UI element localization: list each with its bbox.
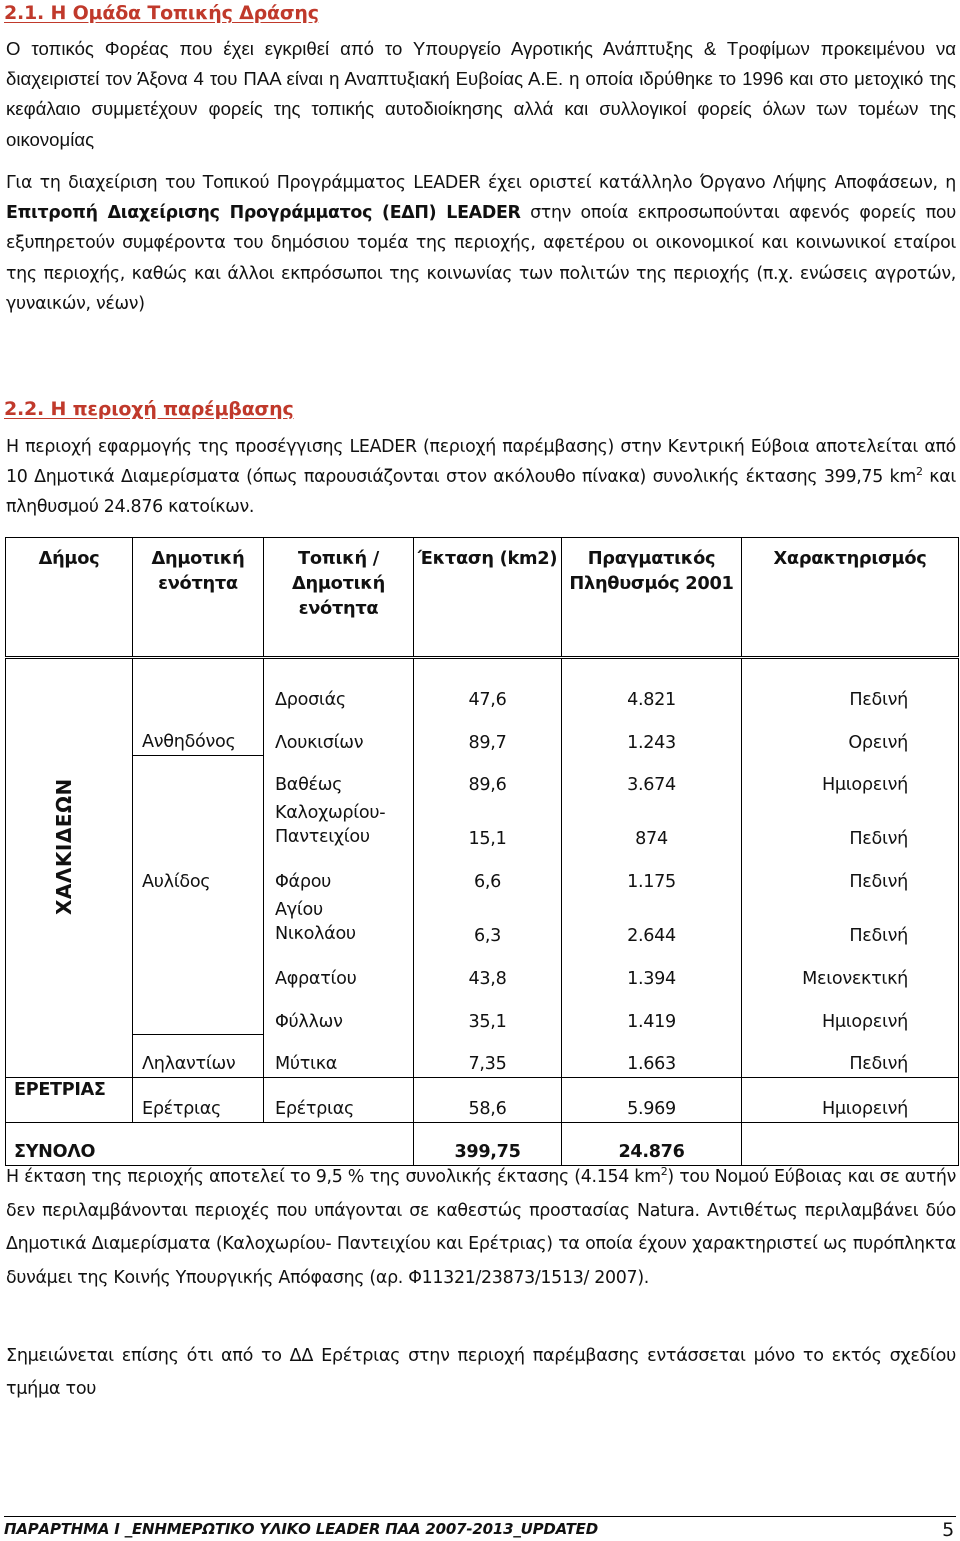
municipal-unit-cell: Ληλαντίων (133, 1035, 264, 1078)
characterization-cell: Ημιορεινή (742, 1078, 959, 1123)
municipal-unit-cell: Αυλίδος (133, 853, 264, 895)
municipality-cell: ΕΡΕΤΡΙΑΣ (6, 1078, 133, 1123)
local-unit-cell: Φύλλων (264, 992, 414, 1035)
page-number: 5 (942, 1519, 954, 1541)
local-unit-cell: Λουκισίων (264, 713, 414, 756)
committee-name: Επιτροπή Διαχείρισης Προγράμματος (ΕΔΠ) LEADER (6, 203, 521, 224)
total-population: 24.876 (562, 1123, 742, 1166)
footer-title: ΠΑΡΑΡΤΗΜΑ Ι _ΕΝΗΜΕΡΩΤΙΚΟ ΥΛΙΚΟ LEADER ΠΑΑ 2007-2013_UPDATED (4, 1520, 598, 1538)
characterization-cell: Ορεινή (742, 713, 959, 756)
table-row (6, 853, 959, 895)
table-row (6, 895, 959, 950)
characterization-cell: Ημιορεινή (742, 992, 959, 1035)
population-cell: 5.969 (562, 1078, 742, 1123)
characterization-cell: Πεδινή (742, 798, 959, 853)
table-row (6, 756, 959, 799)
population-cell: 3.674 (562, 756, 742, 799)
table-row (6, 798, 959, 853)
population-cell: 2.644 (562, 895, 742, 950)
table-row (6, 950, 959, 992)
local-unit-cell: Καλοχωρίου- Παντειχίου (264, 798, 414, 853)
municipality-cell (6, 713, 133, 756)
paragraph-intervention-area (6, 432, 956, 523)
area-cell: 15,1 (414, 798, 562, 853)
table-row (6, 658, 959, 714)
total-label: ΣΥΝΟΛΟ (6, 1123, 414, 1166)
local-unit-cell: Μύτικα (264, 1035, 414, 1078)
characterization-cell: Πεδινή (742, 853, 959, 895)
population-cell: 874 (562, 798, 742, 853)
local-unit-cell: Αγίου Νικολάου (264, 895, 414, 950)
table-row (6, 713, 959, 756)
area-cell: 6,6 (414, 853, 562, 895)
area-cell: 35,1 (414, 992, 562, 1035)
total-empty-cell (742, 1123, 959, 1166)
vertical-municipality-label: ΧΑΛΚΙΔΕΩΝ (52, 778, 76, 915)
municipal-unit-cell (133, 798, 264, 853)
population-cell: 1.419 (562, 992, 742, 1035)
header-characterization: Χαρακτηρισμός (742, 538, 959, 658)
characterization-cell: Πεδινή (742, 658, 959, 714)
header-municipal-unit: Δημοτική ενότητα (133, 538, 264, 658)
area-cell: 43,8 (414, 950, 562, 992)
area-cell: 47,6 (414, 658, 562, 714)
area-cell: 89,7 (414, 713, 562, 756)
paragraph-area-share (6, 1161, 956, 1295)
paragraph-text: Για τη διαχείριση του Τοπικού Προγράμματος LEADER έχει οριστεί κατάλληλο Όργανο Λήψης Αποφάσεων, η (6, 173, 956, 193)
characterization-cell: Πεδινή (742, 1035, 959, 1078)
characterization-cell: Πεδινή (742, 895, 959, 950)
section-heading-2-2: 2.2. Η περιοχή παρέμβασης (4, 398, 294, 420)
table-row (6, 992, 959, 1035)
municipal-unit-cell (133, 895, 264, 950)
paragraph-text: Η έκταση της περιοχής αποτελεί το 9,5 % της συνολικής έκτασης (4.154 km (6, 1167, 661, 1187)
municipal-unit-cell (133, 756, 264, 799)
municipality-cell (6, 658, 133, 714)
area-cell: 58,6 (414, 1078, 562, 1123)
table-row (6, 1035, 959, 1078)
superscript: 2 (660, 1165, 668, 1179)
areas-table (5, 537, 959, 1166)
header-local-unit: Τοπική /Δημοτική ενότητα (264, 538, 414, 658)
section-heading-2-1: 2.1. Η Ομάδα Τοπικής Δράσης (4, 2, 319, 24)
municipal-unit-cell: Ανθηδόνος (133, 713, 264, 756)
population-cell: 1.663 (562, 1035, 742, 1078)
population-cell: 1.175 (562, 853, 742, 895)
header-municipality: Δήμος (6, 538, 133, 658)
paragraph-decision-body (6, 168, 956, 319)
local-unit-cell: Αφρατίου (264, 950, 414, 992)
paragraph-eretria-note: Σημειώνεται επίσης ότι από το ΔΔ Ερέτριας στην περιοχή παρέμβασης εντάσσεται μόνο το εκτός σχεδίου τμήμα του (6, 1346, 956, 1399)
paragraph-local-action-group: Ο τοπικός Φορέας που έχει εγκριθεί από το Υπουργείο Αγροτικής Ανάπτυξης & Τροφίμων προκειμένου να διαχειριστεί τον Άξονα 4 του ΠΑΑ είναι η Αναπτυξιακή Ευβοίας Α.Ε. η οποία ιδρύθηκε το 1996 και στο μετοχικό της κεφάλαιο συμμετέχουν φορείς της τοπικής αυτοδιοίκησης αλλά και συλλογικοί φορείς όλων των τομέων της οικονομίας (6, 38, 956, 150)
paragraph-text: ) του Νομού Εύβοιας και σε αυτήν δεν περιλαμβάνονται περιοχές που υπάγονται σε καθεστώς προστασίας Natura. Αντιθέτως περιλαμβάνει δύο Δημοτικά Διαμερίσματα (Καλοχωρίου- Παντειχίου και Ερέτριας) τα οποία έχουν χαρακτηριστεί ως πυρόπληκτα δυνάμει της Κοινής Υπουργικής Απόφασης (αρ. Φ11321/23873/1513/ 2007). (6, 1167, 956, 1288)
paragraph-text: στην οποία εκπροσωπούνται αφενός φορείς που εξυπηρετούν συμφέροντα του δημόσιου τομέα της περιοχής, αφετέρου οι οικονομικοί και κοινωνικοί εταίροι της περιοχής, καθώς και άλλοι εκπρόσωποι της κοινωνίας των πολιτών της περιοχής (π.χ. ενώσεις αγροτών, γυναικών, νέων) (6, 203, 956, 314)
header-population: Πραγματικός Πληθυσμός 2001 (562, 538, 742, 658)
paragraph-text: Η περιοχή εφαρμογής της προσέγγισης LEADER (περιοχή παρέμβασης) στην Κεντρική Εύβοια αποτελείται από 10 Δημοτικά Διαμερίσματα (όπως παρουσιάζονται στον ακόλουθο πίνακα) συνολικής έκτασης 399,75 km (6, 437, 956, 488)
local-unit-cell: Δροσιάς (264, 658, 414, 714)
local-unit-cell: Βαθέως (264, 756, 414, 799)
superscript: 2 (915, 465, 923, 479)
paragraph-text: και πληθυσμού 24.876 κατοίκων. (6, 467, 956, 518)
municipality-cell (6, 1035, 133, 1078)
municipal-unit-cell (133, 950, 264, 992)
area-cell: 89,6 (414, 756, 562, 799)
municipality-cell (6, 950, 133, 992)
page-footer (4, 1516, 956, 1541)
header-area: Έκταση (km2) (414, 538, 562, 658)
local-unit-cell: Ερέτριας (264, 1078, 414, 1123)
area-cell: 6,3 (414, 895, 562, 950)
table-row-total (6, 1123, 959, 1166)
characterization-cell: Μειονεκτική (742, 950, 959, 992)
total-area: 399,75 (414, 1123, 562, 1166)
characterization-cell: Ημιορεινή (742, 756, 959, 799)
population-cell: 1.394 (562, 950, 742, 992)
population-cell: 1.243 (562, 713, 742, 756)
local-unit-cell: Φάρου (264, 853, 414, 895)
table-row-eretria (6, 1078, 959, 1123)
municipal-unit-cell (133, 992, 264, 1035)
population-cell: 4.821 (562, 658, 742, 714)
area-cell: 7,35 (414, 1035, 562, 1078)
municipal-unit-cell: Ερέτριας (133, 1078, 264, 1123)
municipality-cell (6, 992, 133, 1035)
municipal-unit-cell (133, 658, 264, 714)
